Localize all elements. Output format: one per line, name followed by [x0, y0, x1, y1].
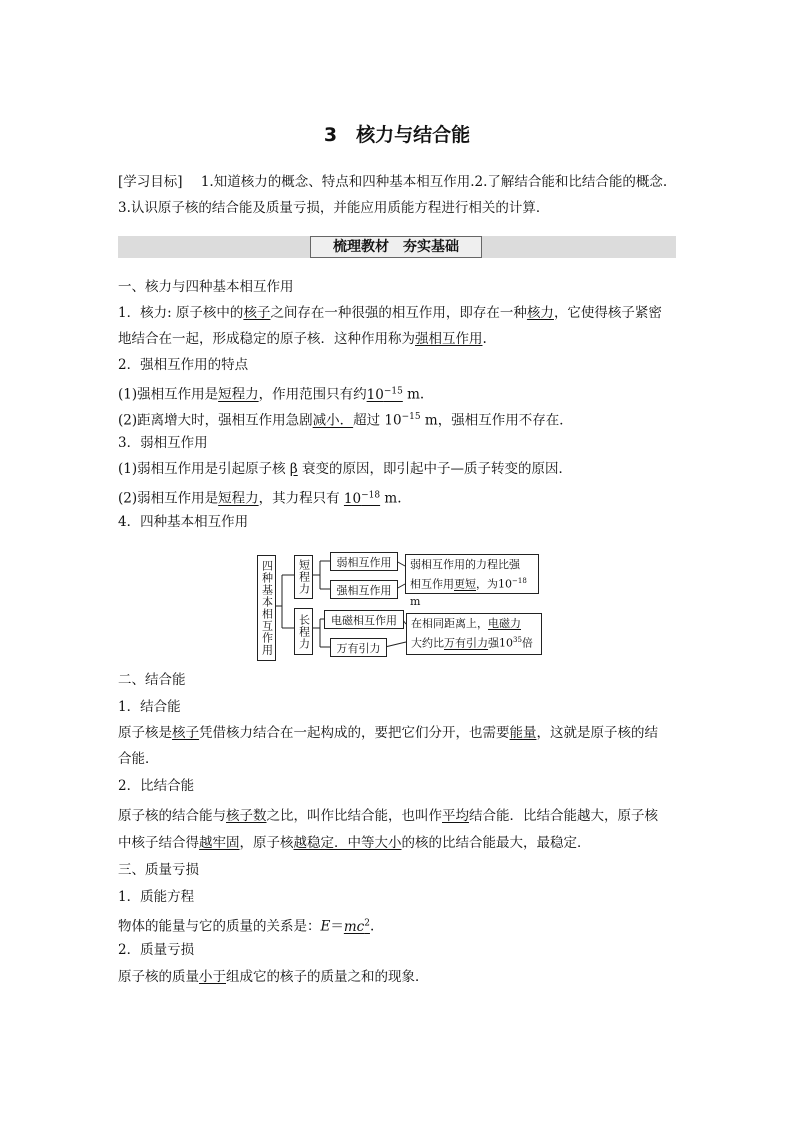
text: 相互作用 — [410, 577, 454, 591]
text: (2)弱相互作用是 — [118, 490, 219, 507]
answer-short-range: 短程力 — [218, 386, 259, 403]
section-banner: 梳理教材 夯实基础 — [310, 236, 482, 258]
text: 之比，叫作比结合能，也叫作 — [266, 808, 442, 824]
s1-heading: 一、核力与四种基本相互作用 — [118, 279, 294, 295]
text: 在相同距离上， — [411, 617, 488, 630]
text: 倍 — [521, 636, 533, 650]
symbol-e: E — [320, 918, 331, 935]
text: 地结合在一起，形成稳定的原子核．这种作用称为 — [118, 331, 415, 347]
text: 物体的能量与它的质量的关系是： — [118, 918, 321, 935]
s2-p2-line1 — [118, 806, 658, 826]
text: 组成它的核子的质量之和的现象． — [226, 969, 429, 985]
text: 1．核力: 原子核中的 — [118, 305, 244, 321]
s1-p2: 2．强相互作用的特点 — [118, 357, 249, 373]
diagram-weak-interaction: 弱相互作用 — [330, 552, 398, 571]
text: ，作用范围只有约 — [258, 386, 367, 403]
answer-shorter: 更短 — [454, 577, 476, 591]
answer-more-stable: 越稳定． — [293, 835, 348, 851]
text: (2)距离增大时，强相互作用急剧 — [118, 412, 313, 429]
text: 原子核的结合能与 — [118, 808, 226, 824]
s2-p1: 1．结合能 — [118, 699, 181, 715]
text: m，强相互作用不存在． — [420, 412, 573, 429]
diagram-desc-em — [406, 613, 542, 655]
s2-p1-line1 — [118, 723, 658, 743]
answer-nucleon: 核子 — [243, 305, 271, 321]
text: 原子核是 — [118, 725, 172, 741]
diagram-short-range: 短程力 — [294, 555, 313, 599]
s2-heading: 二、结合能 — [118, 672, 186, 688]
desc-line — [411, 632, 537, 652]
answer-nuclear-force: 核力 — [526, 305, 554, 321]
text: 10 — [366, 386, 384, 403]
text: 凭借核力结合在一起构成的，要把它们分开，也需要 — [199, 725, 510, 741]
text: (1)弱相互作用是引起原子核 — [118, 461, 290, 477]
exponent: −18 — [361, 490, 381, 500]
answer-firmer: 越牢固 — [199, 835, 240, 851]
s2-p2: 2．比结合能 — [118, 778, 195, 794]
diagram-strong-interaction: 强相互作用 — [330, 580, 398, 599]
objectives-text-1: 1.知道核力的概念、特点和四种基本相互作用.2.了解结合能和比结合能的概念. — [200, 174, 668, 190]
desc-line — [410, 573, 534, 610]
exponent: −18 — [512, 577, 527, 585]
answer-beta: β — [289, 461, 298, 477]
text: 大约比 — [411, 636, 444, 650]
diagram-desc-weak — [405, 554, 539, 608]
s3-p2: 2．质量亏损 — [118, 942, 195, 958]
answer-less-than: 小于 — [199, 969, 226, 985]
text: m — [410, 594, 421, 608]
text: 的核的比结合能最大，最稳定． — [401, 835, 591, 851]
s3-heading: 三、质量亏损 — [118, 862, 199, 878]
text: ，为10 — [476, 577, 512, 591]
exponent: 2 — [364, 918, 370, 928]
diagram-gravity: 万有引力 — [330, 638, 387, 657]
objectives-line-2: 3.认识原子核的结合能及质量亏损，并能应用质能方程进行相关的计算． — [118, 200, 550, 216]
text: . — [482, 331, 487, 347]
answer-nucleon-number: 核子数 — [226, 808, 267, 824]
text: 中核子结合得 — [118, 835, 199, 851]
text: m. — [380, 490, 402, 507]
text: ，这就是原子核的结 — [536, 725, 658, 741]
answer-energy: 能量 — [509, 725, 537, 741]
text: 强10 — [488, 636, 513, 650]
answer-short-range-2: 短程力 — [218, 490, 259, 507]
s2-p1-line2: 合能． — [118, 751, 159, 767]
text: . — [369, 918, 375, 935]
text: m. — [402, 386, 425, 403]
text: 10 — [343, 490, 362, 507]
text: 原子核的质量 — [118, 969, 199, 985]
answer-nucleon-2: 核子 — [172, 725, 199, 741]
objectives-label: [学习目标] — [118, 174, 183, 190]
text: 之间存在一种很强的相互作用，即存在一种 — [270, 305, 527, 321]
answer-gravity: 万有引力 — [444, 636, 488, 650]
diagram-root: 四种基本相互作用 — [257, 555, 276, 661]
text: 结合能．比结合能越大，原子核 — [469, 808, 658, 824]
page-title: 3 核力与结合能 — [323, 124, 471, 146]
s1-p3: 3．弱相互作用 — [118, 435, 208, 451]
exponent: 35 — [513, 636, 522, 644]
diagram-em-interaction: 电磁相互作用 — [324, 610, 404, 629]
exponent: −15 — [401, 412, 421, 422]
s3-p2-line — [118, 967, 429, 987]
s3-p1-line — [118, 913, 374, 937]
symbol-mc: mc — [343, 918, 365, 935]
answer-mc2 — [344, 919, 370, 935]
text: ，其力程只有 — [258, 490, 344, 507]
answer-average: 平均 — [442, 808, 469, 824]
s1-p4: 4．四种基本相互作用 — [118, 514, 249, 530]
answer-medium-size: 中等大小 — [347, 835, 402, 851]
text: (1)强相互作用是 — [118, 386, 219, 403]
text: ，它使得核子紧密 — [553, 305, 662, 321]
text: ＝ — [330, 918, 344, 935]
text: 衰变的原因，即引起中子—质子转变的原因． — [297, 461, 573, 477]
exponent: −15 — [383, 386, 403, 396]
text: ，原子核 — [239, 835, 294, 851]
answer-strong-interaction: 强相互作用 — [415, 331, 483, 347]
s2-p2-line2 — [118, 833, 591, 853]
text: 超过 10 — [353, 412, 402, 429]
s3-p1: 1．质能方程 — [118, 889, 195, 905]
desc-line — [411, 615, 537, 632]
answer-em-force: 电磁力 — [488, 617, 521, 630]
diagram-long-range: 长程力 — [294, 608, 313, 655]
text: 弱相互作用的力程比强 — [410, 558, 520, 571]
answer-decrease: 减小． — [312, 412, 354, 429]
